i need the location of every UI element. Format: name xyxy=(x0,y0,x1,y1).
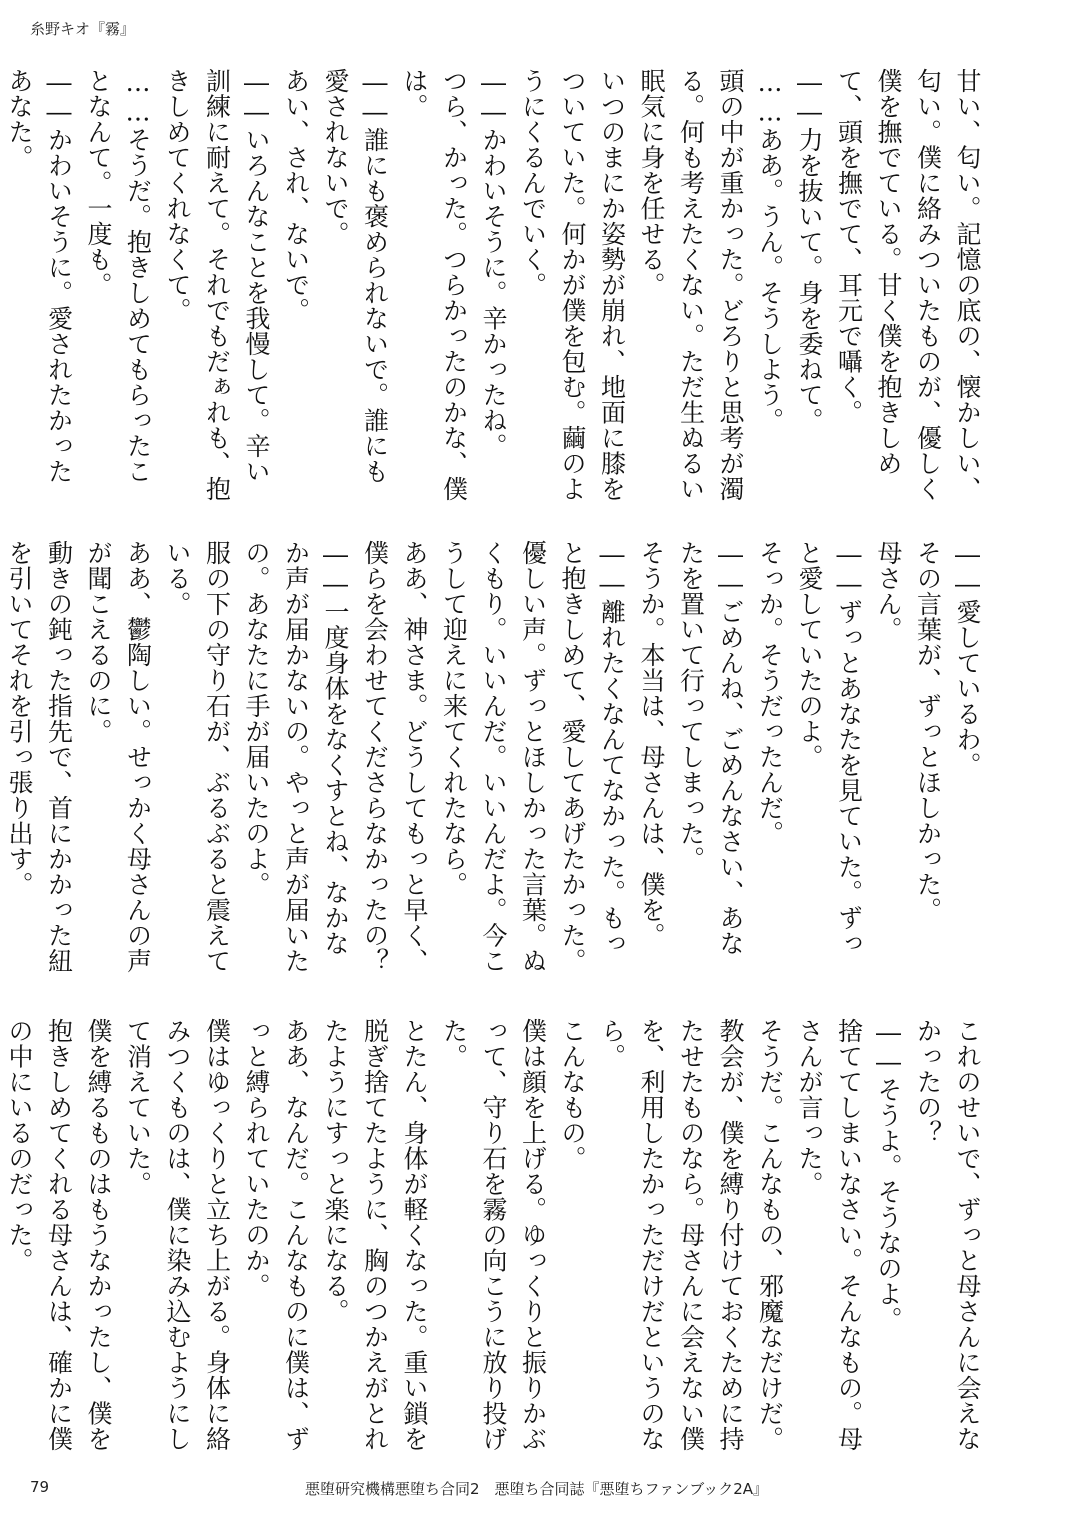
paragraph: ――誰にも褒められないで。誰にも愛されないで。 xyxy=(321,68,390,484)
paragraph: ――ごめんね、ごめんなさい、あなたを置いて行ってしまった。 xyxy=(676,540,745,956)
story-title: 糸野キオ『霧』 xyxy=(30,20,136,38)
book-title: 悪堕研究機構悪堕ち合同2 悪堕ち合同誌『悪堕ちファンブック2A』 xyxy=(305,1480,769,1498)
paragraph: 頭の中が重かった。どろりと思考が濁る。何も考えたくない。ただ生ぬるい眠気に身を任せる。 xyxy=(637,68,745,502)
paragraph: 動きの鈍った指先で、首にかかった紐を引いてそれを引っ張り出す。 xyxy=(5,540,74,974)
paragraph: 服の下の守り石が、ぶるぶると震えている。 xyxy=(163,540,232,974)
paragraph: ――そうよ。そうなのよ。 xyxy=(874,1018,903,1332)
paragraph: その言葉が、ずっとほしかった。 xyxy=(913,540,943,923)
paragraph: こんなもの。 xyxy=(558,1018,587,1171)
paragraph: ――かわいそうに。辛かったね。 xyxy=(479,68,508,459)
paragraph: ――ずっとあなたを見ていた。ずっと愛していたのよ。 xyxy=(795,540,864,956)
paragraph: ――かわいそうに。愛されたかったあなた。 xyxy=(5,68,74,484)
paragraph: 捨ててしまいなさい。そんなもの。母さんが言った。 xyxy=(795,1018,864,1452)
text-block-middle xyxy=(5,540,987,980)
paragraph: 僕は顔を上げる。ゆっくりと振りかぶって、守り石を霧の向こうに放り投げた。 xyxy=(439,1018,548,1452)
paragraph: そうか。本当は、母さんは、僕を。 xyxy=(637,540,666,948)
paragraph: いつのまにか姿勢が崩れ、地面に膝をついていた。何かが僕を包む。繭のようにくるんでいく。 xyxy=(518,68,627,502)
paragraph: そうだ。こんなもの、邪魔なだけだ。 xyxy=(755,1018,785,1452)
paragraph: そっか。そうだったんだ。 xyxy=(755,540,785,846)
paragraph: とたん、身体が軽くなった。重い鎖を脱ぎ捨てたように、胸のつかえがとれたようにすっと楽になる。 xyxy=(321,1018,429,1452)
paragraph: 僕を縛るものはもうなかったし、僕を抱きしめてくれる母さんは、確かに僕の中にいるのだった。 xyxy=(5,1018,113,1452)
page-number: 79 xyxy=(30,1478,50,1496)
paragraph: ――愛しているわ。 xyxy=(953,540,982,778)
paragraph: ――離れたくなんてなかった。もっと抱きしめて、愛してあげたかった。 xyxy=(558,540,627,974)
paragraph: これのせいで、ずっと母さんに会えなかったの？ xyxy=(913,1018,982,1452)
paragraph: 優しい声。ずっとほしかった言葉。ぬくもり。いいんだ。いいんだよ。今こうして迎えに来てくれたなら。 xyxy=(439,540,548,974)
paragraph: ああ、鬱陶しい。せっかく母さんの声が聞こえるのに。 xyxy=(84,540,153,974)
paragraph: ああ、なんだ。こんなものに僕は、ずっと縛られていたのか。 xyxy=(242,1018,311,1452)
paragraph: ……ああ。うん。そうしよう。 xyxy=(755,68,785,433)
paragraph: ――いろんなことを我慢して。辛い訓練に耐えて。それでもだぁれも、抱きしめてくれなくて。 xyxy=(163,68,271,502)
paragraph: あい、され、ないで。 xyxy=(281,68,311,323)
text-block-bottom xyxy=(5,1018,987,1463)
paragraph: ああ、神さま。どうしてもっと早く、僕らを会わせてくださらなかったの？ xyxy=(360,540,429,974)
paragraph: ――力を抜いて。身を委ねて。 xyxy=(795,68,824,433)
text-block-top xyxy=(5,68,987,508)
paragraph: ――一度身体をなくすとね、なかなか声が届かないの。やっと声が届いたの。あなたに手が届いたのよ。 xyxy=(242,540,350,974)
paragraph: 僕はゆっくりと立ち上がる。身体に絡みつくものは、僕に染み込むようにして消えていた。 xyxy=(123,1018,232,1452)
paragraph: つら、かった。つらかったのかな、僕は。 xyxy=(400,68,469,502)
paragraph: 教会が、僕を縛り付けておくために持たせたものなら。母さんに会えない僕を、利用したかっただけだというのなら。 xyxy=(597,1018,745,1452)
paragraph: ……そうだ。抱きしめてもらったことなんて。一度も。 xyxy=(84,68,153,484)
paragraph: 母さん。 xyxy=(874,540,903,642)
paragraph: 甘い、匂い。記憶の底の、懐かしい、匂い。僕に絡みついたものが、優しく僕を撫でている。甘く僕を抱きしめて、頭を撫でて、耳元で囁く。 xyxy=(834,68,982,502)
